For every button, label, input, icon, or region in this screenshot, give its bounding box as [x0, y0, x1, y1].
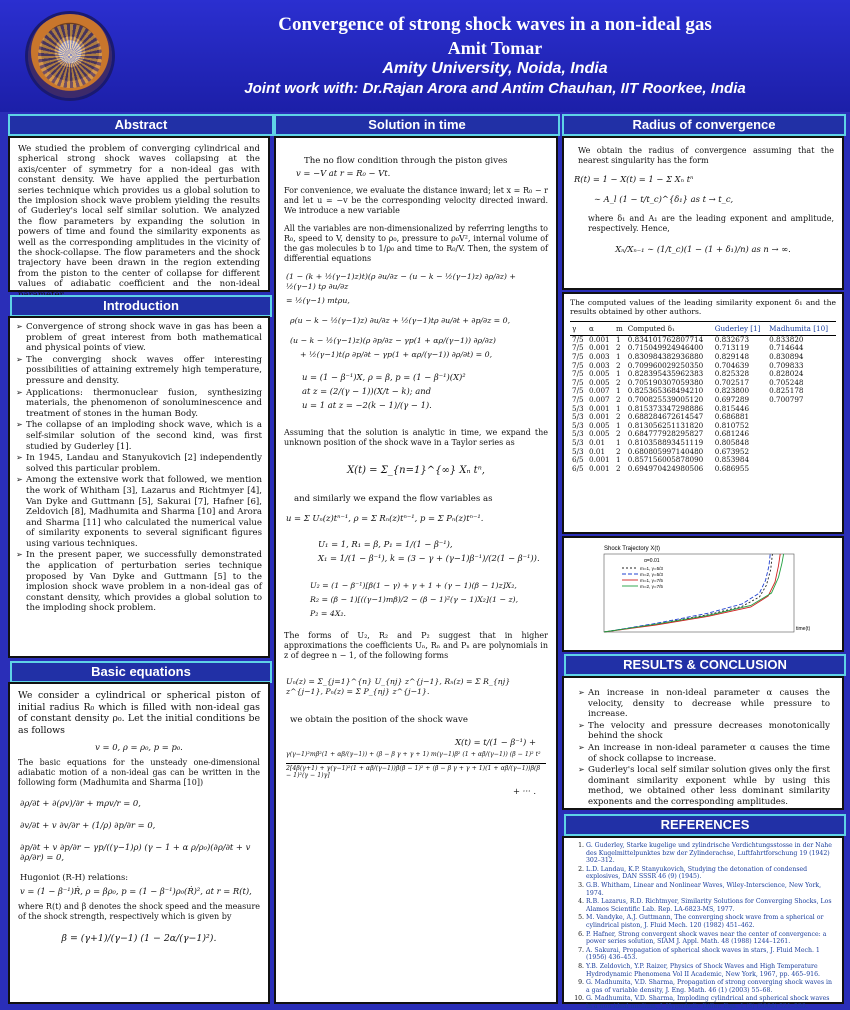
series-line	[604, 554, 770, 632]
table-cell: 0.853984	[714, 455, 750, 465]
table-row	[570, 448, 836, 457]
boundary-eq-2: at z = (2/(γ − 1))(X/t − k); and	[302, 386, 432, 397]
first-order-2: X₁ = 1/(1 − β⁻¹), k = (3 − γ + (γ−1)β⁻¹)/(2(1 − β⁻¹)).	[318, 552, 540, 563]
intro-item: ➢ In the present paper, we successfully demonstrated the application of perturbation series technique proposed by Van Dyke and Guttmann [5] to the implosion shock wave problem in a non-ideal gas of constant density, which provides a global solution to the imploding shock problem.	[16, 550, 262, 614]
exponent-table	[570, 321, 836, 474]
reference-item[interactable]: 7. A. Sakurai, Propagation of spherical shock waves in stars, J. Fluid Mech. 1 (1956) 436–453.	[586, 947, 836, 962]
table-cell: 0.684777928295827	[627, 429, 704, 439]
table-cell: 1	[615, 455, 621, 465]
radius-where: where δ₁ and A₁ are the leading exponent and amplitude, respectively. Hence,	[588, 214, 834, 233]
chart-annotation: α=0.01	[644, 558, 660, 564]
table-cell: 7/5	[572, 334, 584, 344]
table-header-cell: α	[587, 321, 614, 335]
table-cell: 0.001	[589, 343, 610, 353]
references-panel	[562, 836, 844, 1010]
table-row	[570, 465, 836, 474]
table-cell: 0.709960029250350	[627, 360, 704, 370]
rh-label: Hugoniot (R-H) relations:	[20, 872, 129, 883]
table-cell: 7/5	[572, 386, 584, 396]
table-cell: 6/5	[572, 455, 584, 465]
table-cell: 7/5	[572, 352, 584, 361]
intro-item: ➢ In 1945, Landau and Stanyukovich [2] independently solved this particular problem.	[16, 453, 262, 474]
table-cell: 1	[615, 403, 621, 413]
first-order-1: U₁ = 1, R₁ = β, P₁ = 1/(1 − β⁻¹),	[318, 538, 453, 549]
legend-label: m=2, γ=5/3	[640, 572, 663, 577]
reference-item[interactable]: 3. G.B. Whitham, Linear and Nonlinear Waves, Wiley-Interscience, New York, 1974.	[586, 882, 836, 897]
introduction-panel	[8, 316, 270, 658]
table-cell: 0.825365368494210	[627, 386, 704, 396]
result-item: ➢ The velocity and pressure decreases monotonically behind the shock	[578, 721, 830, 742]
table-cell: 5/3	[572, 437, 584, 447]
flow-expansion: u = Σ Uₙ(z)tⁿ⁻¹, ρ = Σ Rₙ(z)tⁿ⁻¹, p = Σ Pₙ(z)tⁿ⁻¹.	[286, 512, 484, 523]
table-cell: 0.815446	[714, 403, 750, 413]
chart-title: Shock Trajectory X(t)	[604, 546, 661, 552]
table-cell: 0.697289	[714, 394, 750, 404]
table-cell: 2	[615, 429, 621, 439]
table-cell: 0.829148	[714, 352, 750, 361]
table-cell: 1	[615, 386, 621, 396]
table-cell: 0.805848	[714, 437, 750, 447]
table-cell: 1	[615, 334, 621, 344]
introduction-list	[10, 318, 268, 614]
results-panel	[562, 676, 844, 810]
basic-para: The basic equations for the unsteady one-dimensional adiabatic motion of a non-ideal gas can be written in the following form (Madhumita and Sharma [10])	[18, 758, 260, 788]
table-cell: 7/5	[572, 343, 584, 353]
transformed-eq-1: (1 − (k + ½(γ−1)z)t)(ρ ∂u/∂z − (u − k − ½(γ−1)z) ∂ρ/∂z) + ½(γ−1) tρ ∂u/∂z	[286, 272, 516, 292]
table-cell: 2	[615, 446, 621, 456]
table-row	[570, 396, 836, 405]
beta-equation: β = (γ+1)/(γ−1) (1 − 2α/(γ−1)²).	[61, 933, 217, 945]
table-cell: 0.813056251131820	[627, 420, 704, 430]
second-order-2: R₂ = (β − 1)[((γ−1)mβ)/2 − (β − 1)²(γ − 1)X₂](1 − z),	[310, 594, 519, 604]
table-cell: 0.007	[589, 386, 610, 396]
table-cell: 0.001	[589, 463, 610, 473]
table-cell	[767, 422, 836, 431]
shock-position-denominator: 2[4β(γ+1) + γ(γ−1)²(1 + αβ/(γ−1))β(β − 1)² + (β − β γ + γ + 1)(1 + αβ/(γ−1))β(β − 1)²(γ − 1)γ]	[286, 764, 541, 780]
table-row	[570, 439, 836, 448]
table-cell: 5/3	[572, 446, 584, 456]
table-cell: 0.005	[589, 369, 610, 379]
solution-l5: Assuming that the solution is analytic in time, we expand the unknown position of the shock wave in a Taylor series as	[284, 428, 548, 448]
radius-eq: R(t) = 1 − X(t) = 1 − Σ Xₙ tⁿ	[574, 174, 694, 184]
references-list	[564, 838, 842, 1010]
table-cell: 0.700825539005120	[627, 394, 704, 404]
polynomial-forms: Uₙ(z) = Σ_{j=1}^{n} U_{nj} z^{j−1}, Rₙ(z) = Σ R_{nj} z^{j−1}, Pₙ(z) = Σ P_{nj} z^{j−1}.	[286, 676, 511, 696]
shock-position-numerator: γ(γ−1)²mβ²(1 + αβ/(γ−1)) + (β − β γ + γ + 1) m(γ−1)β² (1 + αβ/(γ−1)) (β − 1)² t²	[286, 751, 541, 759]
table-cell: 0.830984382936880	[627, 352, 704, 361]
table-row	[570, 405, 836, 414]
solution-l3: For convenience, we evaluate the distance inward; let x = R₀ − r and let u = −v be the corresponding velocity directed inward. We introduce a new variable	[284, 186, 548, 216]
table-cell: 2	[615, 412, 621, 422]
legend-label: m=1, γ=7/5	[640, 578, 663, 583]
second-order-3: P₂ = 4X₂.	[310, 608, 346, 618]
basic-equations-panel	[8, 682, 270, 1004]
table-cell: 0.686955	[714, 463, 750, 473]
table-header-cell: m	[614, 321, 626, 335]
boundary-eq-3: u = 1 at z = −2(k − 1)/(γ − 1).	[302, 400, 432, 411]
table-cell: 5/3	[572, 420, 584, 430]
reference-item[interactable]: 5. M. Vandyke, A.J. Guttmann, The converging shock wave from a spherical or cylindrical piston, J. Fluid Mech. 120 (1982) 451–462.	[586, 914, 836, 929]
table-cell: 0.704639	[714, 360, 750, 370]
table-cell: 7/5	[572, 394, 584, 404]
table-cell: 0.828395435962383	[627, 369, 704, 379]
transformed-eq-3b: + ½(γ−1)t(ρ ∂p/∂t − γp(1 + αρ/(γ−1)) ∂ρ/∂t) = 0,	[300, 350, 493, 360]
solution-l6: and similarly we expand the flow variables as	[294, 494, 493, 505]
table-cell: 0.001	[589, 403, 610, 413]
table-cell	[767, 413, 836, 422]
energy-equation: ∂p/∂t + v ∂p/∂r − γp/((γ−1)ρ) (γ − 1 + α ρ/ρ₀)(∂ρ/∂t + v ∂ρ/∂r) = 0,	[20, 842, 251, 863]
table-cell: 0.825178	[769, 386, 804, 396]
table-cell: 0.815373347298886	[627, 403, 704, 413]
intro-item: ➢ Among the extensive work that followed, we mention the work of Whitham [3], Lazarus and Richtmyer [4], Van Dyke and Guttmann [5], Sakurai [7], Hafner [6], Zeldovich [8], Madhumita and Sharma [10] and Arora and Sharma [11] who calculated the numerical value of similarity exponents to several significant figures using various techniques.	[16, 475, 262, 549]
table-cell: 0.686881	[714, 412, 750, 422]
result-item: ➢ An increase in non-ideal parameter α causes the time of shock collapse to increase.	[578, 743, 830, 764]
piston-condition: v = −V at r = R₀ − Vt.	[296, 168, 391, 179]
table-cell: 7/5	[572, 377, 584, 387]
reference-item[interactable]: 1. G. Guderley, Starke kugelige und zylindrische Verdichtungsstosse in der Nahe des Kugelmittelpunktes bzw der Zylinderachse, Luftfahrtforschung 19 (1942) 302–312.	[586, 842, 836, 865]
beta-description: where R(t) and β denotes the shock speed and the measure of the shock strength, respectively which is given by	[18, 902, 260, 922]
table-cell: 0.857156005878090	[627, 455, 704, 465]
table-cell: 7/5	[572, 360, 584, 370]
table-cell: 0.828024	[769, 369, 804, 379]
table-cell: 0.005	[589, 377, 610, 387]
table-cell: 0.680805997140480	[627, 446, 704, 456]
table-cell: 0.003	[589, 352, 610, 361]
table-header-cell: Guderley [1]	[713, 321, 767, 335]
table-cell: 0.01	[589, 437, 606, 447]
section-basic-header: Basic equations	[10, 661, 272, 683]
table-cell	[767, 456, 836, 465]
table-cell	[767, 448, 836, 457]
table-cell: 0.003	[589, 360, 610, 370]
solution-l7: The forms of U₂, R₂ and P₂ suggest that in higher approximations the coefficients Uₙ, Rₙ and Pₙ are polynomials in z of degree n − 1, of the following forms	[284, 630, 548, 660]
section-introduction-header: Introduction	[10, 295, 272, 317]
table-cell: 1	[615, 437, 621, 447]
table-cell: 0.714644	[769, 343, 804, 353]
table-cell: 5/3	[572, 412, 584, 422]
table-cell: 0.833820	[769, 334, 804, 344]
table-cell: 0.834101762807714	[627, 334, 704, 344]
table-cell	[767, 405, 836, 414]
reference-item[interactable]: 4. R.B. Lazarus, R.D. Richtmyer, Similarity Solutions for Converging Shocks, Los Alamos Scientific Lab. Rep. LA-6823-MS, 1977.	[586, 898, 836, 913]
table-cell	[767, 430, 836, 439]
transformed-eq-3: (u − k − ½(γ−1)z)(ρ ∂p/∂z − γp(1 + αρ/(γ−1)) ∂ρ/∂z)	[290, 336, 496, 346]
legend-label: m=2, γ=7/5	[640, 584, 663, 589]
table-cell: 7/5	[572, 369, 584, 379]
reference-item[interactable]: 8. Y.B. Zeldovich, Y.P. Raizer, Physics of Shock Waves and High Temperature Hydrodynamic Phenomena Vol II Academic, New York, 1967, pp. 465–916.	[586, 963, 836, 978]
table-cell: 0.681246	[714, 429, 750, 439]
solution-panel	[274, 136, 558, 1004]
table-cell: 2	[615, 377, 621, 387]
table-cell: 0.001	[589, 412, 610, 422]
table-header-cell: γ	[570, 321, 587, 335]
solution-l1: The no flow condition through the piston gives	[304, 156, 508, 166]
table-cell: 2	[615, 360, 621, 370]
transformed-eq-2: ρ(u − k − ½(γ−1)z) ∂u/∂z + ½(γ−1)tρ ∂u/∂t + ∂p/∂z = 0,	[290, 316, 511, 326]
table-cell: 0.832673	[714, 334, 750, 344]
radius-l1: We obtain the radius of convergence assuming that the nearest singularity has the form	[578, 146, 834, 165]
table-cell: 0.694970424980506	[627, 463, 704, 473]
section-results-header: RESULTS & CONCLUSION	[564, 654, 846, 676]
series-line	[604, 554, 772, 632]
table-cell: 1	[615, 352, 621, 361]
table-caption: The computed values of the leading similarity exponent δ₁ and the results obtained by other authors.	[570, 298, 836, 317]
poster-title: Convergence of strong shock waves in a non-ideal gas	[278, 14, 712, 35]
series-line	[604, 554, 780, 632]
section-abstract-header: Abstract	[8, 114, 274, 136]
table-cell: 2	[615, 463, 621, 473]
poster-header	[0, 0, 850, 112]
table-cell: 0.007	[589, 394, 610, 404]
radius-panel	[562, 136, 844, 290]
affiliation: Amity University, Noida, India	[382, 60, 608, 77]
series-line	[604, 554, 784, 632]
table-cell: 0.01	[589, 446, 606, 456]
x-axis-label: time(t)	[796, 626, 811, 632]
reference-item[interactable]: 9. G. Madhumita, V.D. Sharma, Propagation of strong converging shock waves in a gas of variable density, J. Eng. Math. 46 (1) (2003) 55–68.	[586, 979, 836, 994]
table-cell: 0.830894	[769, 352, 804, 361]
shock-trajectory-chart	[564, 538, 842, 650]
rh-relations: v = (1 − β⁻¹)Ṙ, ρ = βρ₀, p = (1 − β⁻¹)ρ₀(Ṙ)², at r = R(t),	[20, 886, 252, 897]
table-cell: 0.688284672614547	[627, 412, 704, 422]
chart-panel	[562, 536, 844, 652]
author-name: Amit Tomar	[447, 38, 543, 58]
reference-item[interactable]: 6. P. Hafner, Strong convergent shock waves near the center of convergence: a power series solution, SIAM J. Appl. Math. 48 (1988) 1244–1261.	[586, 931, 836, 946]
table-cell: 0.823800	[714, 386, 750, 396]
abstract-text: We studied the problem of converging cylindrical and spherical strong shock waves collapsing at the axis/center of symmetry for a non-ideal gas with constant density. We have applied the perturbation series technique which provides us a global solution to the implosion shock wave problem yielding the results of Guderley's local self similar solution. We analyzed the flow parameters by expanding the solution in powers of time and found the similarity exponents as well as the corresponding amplitudes in the vicinity of the shock-collapse. The flow parameters and the shock trajectory have been drawn in the region extending from the piston to the center of collapse for different values of adiabatic coefficient and the non-ideal	[18, 144, 260, 290]
table-row	[570, 430, 836, 439]
solution-l8: we obtain the position of the shock wave	[290, 714, 468, 725]
table-cell: 0.005	[589, 420, 610, 430]
table-cell: 5/3	[572, 403, 584, 413]
table-panel	[562, 292, 844, 534]
reference-item[interactable]: 2. L.D. Landau, K.P. Stanyukovich, Studying the detonation of condensed explosives, DAN SSSR 46 (9) (1945).	[586, 866, 836, 881]
joint-work: Joint work with: Dr.Rajan Arora and Antim Chauhan, IIT Roorkee, India	[244, 80, 746, 97]
university-logo	[28, 14, 112, 98]
table-cell: 0.705248	[769, 377, 804, 387]
table-cell	[767, 465, 836, 474]
second-order-1: U₂ = (1 − β⁻¹)[β(1 − γ) + γ + 1 + (γ − 1)(β − 1)z]X₂,	[310, 580, 517, 590]
legend-label: m=1, γ=5/3	[640, 566, 663, 571]
section-references-header: REFERENCES	[564, 814, 846, 836]
plot-frame	[604, 554, 794, 632]
table-cell	[767, 439, 836, 448]
ratio-test: Xₙ/Xₙ₋₁ ∼ (1/t_c)(1 − (1 + δ₁)/n) as n → ∞.	[615, 244, 791, 254]
series-dots: + ··· .	[513, 786, 536, 796]
table-cell: 0.709833	[769, 360, 804, 370]
boundary-eq-1: u = (1 − β⁻¹)X, ρ = β, p = (1 − β⁻¹)(X)²	[302, 372, 466, 383]
taylor-series: X(t) = Σ_{n=1}^{∞} Xₙ tⁿ,	[347, 465, 485, 477]
basic-intro: We consider a cylindrical or spherical piston of initial radius R₀ which is filled with non-ideal gas of constant density ρ₀. Let the initial conditions be as follows	[18, 690, 260, 736]
table-cell: 0.005	[589, 429, 610, 439]
table-header-row	[570, 321, 836, 335]
table-cell: 0.825328	[714, 369, 750, 379]
table-cell: 0.713119	[714, 343, 750, 353]
table-cell: 5/3	[572, 429, 584, 439]
table-cell: 1	[615, 420, 621, 430]
table-cell: 1	[615, 369, 621, 379]
intro-item: ➢ The converging shock waves offer interesting possibilities of attaining extremely high temperature, pressure and density.	[16, 355, 262, 387]
table-cell: 0.702517	[714, 377, 750, 387]
section-solution-header: Solution in time	[274, 114, 560, 136]
intro-item: ➢ The collapse of an imploding shock wave, which is a self-similar solution of the second kind, was first studied by Guderley [1].	[16, 420, 262, 452]
table-cell: 0.810358893451119	[627, 437, 704, 447]
momentum-equation: ∂v/∂t + v ∂v/∂r + (1/ρ) ∂p/∂r = 0,	[20, 820, 156, 831]
table-cell: 6/5	[572, 463, 584, 473]
radius-approx: ∼ A_l (1 − t/t_c)^{δ₁} as t → t_c,	[594, 194, 734, 204]
intro-item: ➢ Applications: thermonuclear fusion, synthesizing materials, the phenomenon of sonoluminescence and treatment of stones in the human Body.	[16, 388, 262, 420]
table-cell: 0.001	[589, 334, 610, 344]
fraction-bar	[286, 763, 546, 764]
table-cell: 0.700797	[769, 394, 804, 404]
table-cell: 2	[615, 394, 621, 404]
intro-item: ➢ Convergence of strong shock wave in gas has been a problem of great interest from both mathematical and physical points of view.	[16, 322, 262, 354]
table-header-cell: Madhumita [10]	[767, 321, 836, 335]
initial-conditions: v = 0, ρ = ρ₀, p = p₀.	[95, 742, 183, 753]
result-item: ➢ An increase in non-ideal parameter α causes the velocity, density to decrease while pressure to increase.	[578, 688, 830, 720]
section-radius-header: Radius of convergence	[562, 114, 846, 136]
table-cell: 0.715049924946400	[627, 343, 704, 353]
continuity-equation: ∂ρ/∂t + ∂(ρv)/∂r + mρv/r = 0,	[20, 798, 141, 809]
results-list	[564, 678, 842, 808]
table-header-cell: Computed δ₁	[626, 321, 713, 335]
transformed-eq-1b: = ½(γ−1) mtρu,	[286, 296, 350, 306]
result-item: ➢ Guderley's local self similar solution gives only the first dominant similarity exponent while by using this method, we obtained other less dominant similarity exponents and the corresponding amplitudes.	[578, 765, 830, 807]
table-cell: 0.673952	[714, 446, 750, 456]
table-cell: 0.705190307059380	[627, 377, 704, 387]
table-body	[570, 335, 836, 473]
table-cell: 0.810752	[714, 420, 750, 430]
solution-l4: All the variables are non-dimensionalized by referring lengths to R₀, speed to V, density to ρ₀, pressure to ρ₀V², internal volume of the gas molecules b to 1/ρ₀ and time to R₀/V. Then, the system of differential equations	[284, 224, 548, 264]
table-row	[570, 456, 836, 465]
reference-item[interactable]: 10. G. Madhumita, V.D. Sharma, Imploding cylindrical and spherical shock waves in a non-ideal medium, J. Hyperbolic Differ. Equ. 1 (3) (2004) 521–530.	[586, 995, 836, 1010]
table-cell: 2	[615, 343, 621, 353]
shock-position: X(t) = t/(1 − β⁻¹) +	[455, 737, 536, 748]
table-cell: 0.001	[589, 455, 610, 465]
abstract-panel	[8, 136, 270, 292]
